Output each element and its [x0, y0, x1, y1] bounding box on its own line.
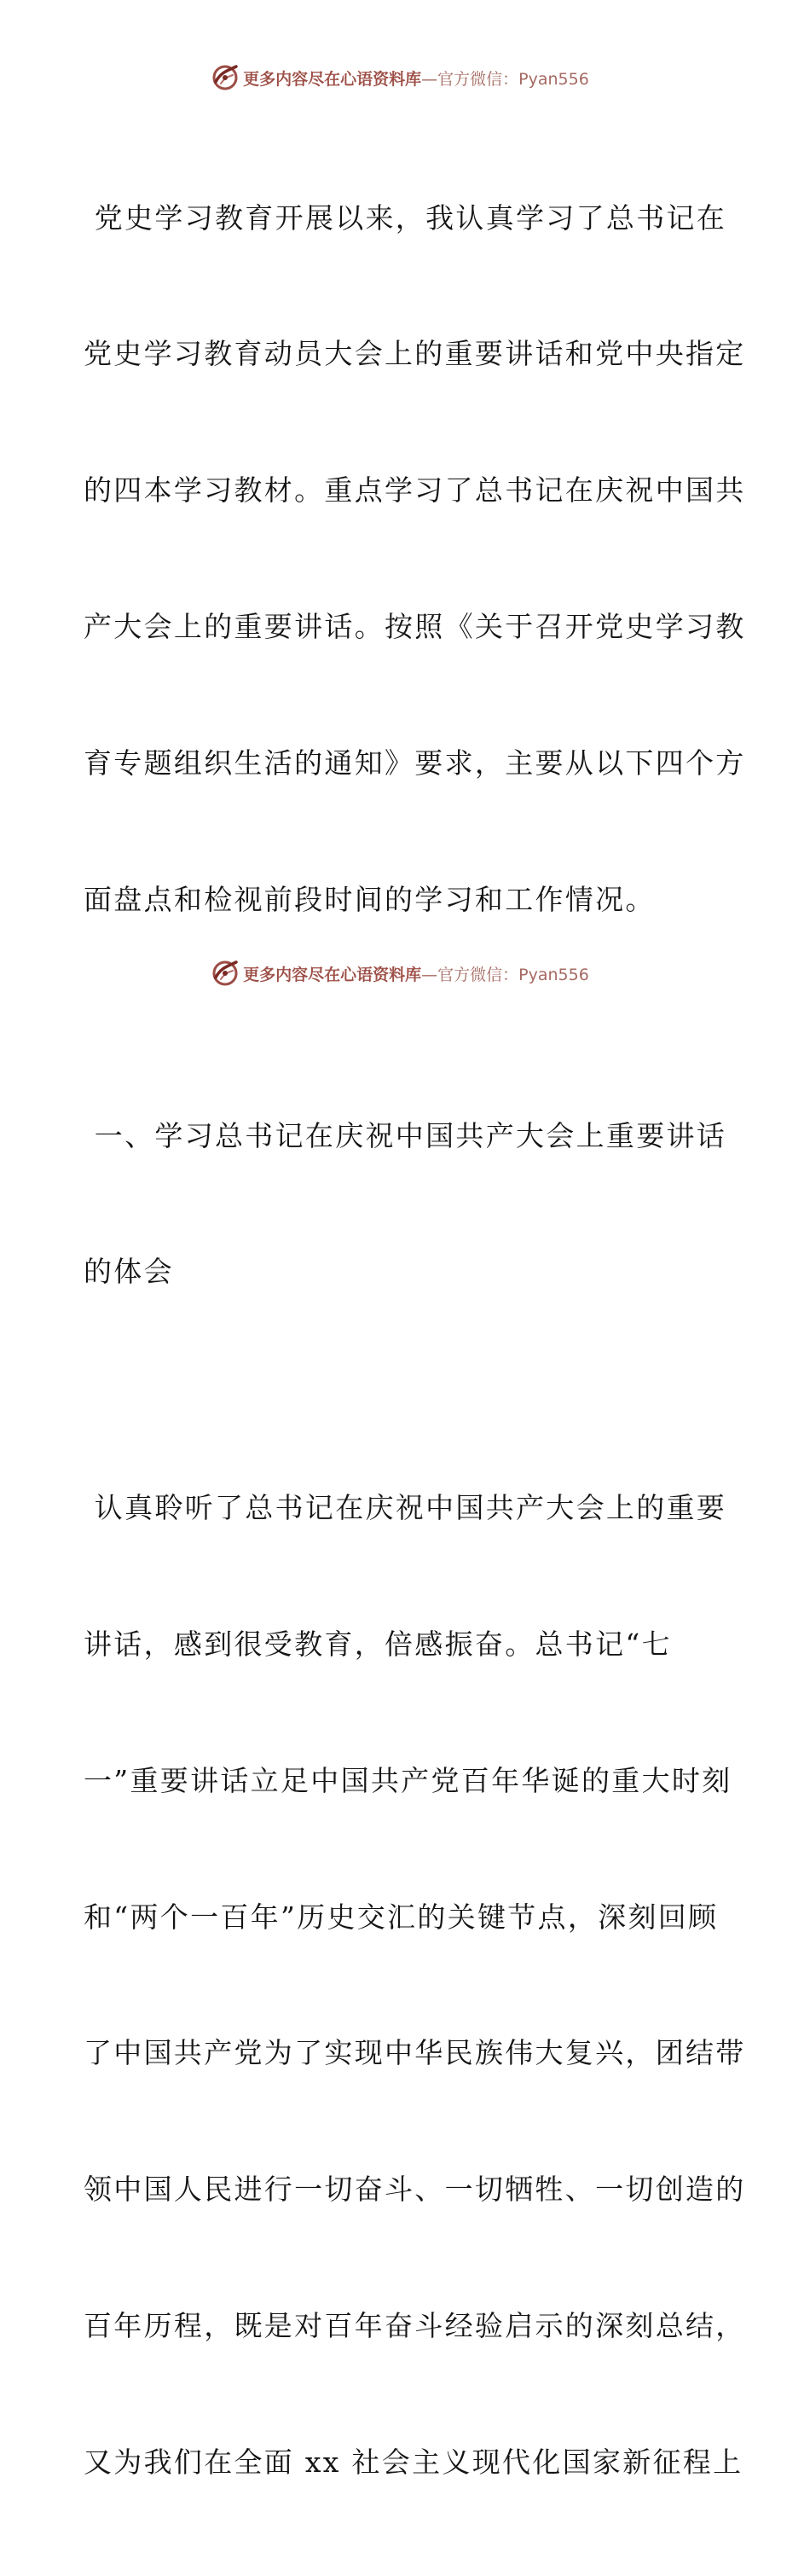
- text-line: 认真聆听了总书记在庆祝中国共产大会上的重要: [84, 1490, 727, 1524]
- paragraph-body: [84, 1394, 746, 2576]
- text-line: 一”重要讲话立足中国共产党百年华诞的重大时刻: [84, 1763, 732, 1797]
- banner-text: [243, 67, 589, 90]
- text-line: 党史学习教育开展以来，我认真学习了总书记在: [84, 200, 727, 235]
- text-line: 产大会上的重要讲话。按照《关于召开党史学习教: [84, 610, 746, 644]
- text-line: 一、学习总书记在庆祝中国共产大会上重要讲话: [84, 1118, 727, 1152]
- brush-swirl-logo-icon: [211, 63, 240, 92]
- text-line: 的四本学习教材。重点学习了总书记在庆祝中国共: [84, 473, 746, 508]
- banner-dash: —: [421, 965, 438, 984]
- text-line: 育专题组织生活的通知》要求，主要从以下四个方: [84, 746, 746, 780]
- header-banner: [0, 61, 810, 95]
- section-heading: [84, 1022, 732, 1385]
- banner-text: [243, 962, 589, 985]
- text-line: 的体会: [84, 1255, 174, 1289]
- banner-main-text: 更多内容尽在心语资料库: [243, 69, 422, 89]
- text-line: 百年历程，既是对百年奋斗经验启示的深刻总结，: [84, 2309, 746, 2343]
- text-line: 了中国共产党为了实现中华民族伟大复兴，团结带: [84, 2036, 746, 2070]
- brush-swirl-logo-icon: [211, 959, 240, 988]
- footer-banner: [0, 956, 810, 990]
- text-line: 又为我们在全面 xx 社会主义现代化国家新征程上: [84, 2445, 743, 2480]
- banner-dash: —: [421, 69, 438, 89]
- text-line: 领中国人民进行一切奋斗、一切牺牲、一切创造的: [84, 2173, 746, 2207]
- text-line: 和“两个一百年”历史交汇的关键节点，深刻回顾: [84, 1900, 719, 1934]
- text-line: 面盘点和检视前段时间的学习和工作情况。: [84, 883, 656, 917]
- document-body: [84, 104, 746, 2576]
- text-line: 讲话，感到很受教育，倍感振奋。总书记“七: [84, 1627, 672, 1661]
- paragraph-intro: [84, 104, 746, 1013]
- text-line: 党史学习教育动员大会上的重要讲话和党中央指定: [84, 337, 746, 371]
- banner-wechat-text: 官方微信：Pyan556: [437, 965, 589, 984]
- banner-main-text: 更多内容尽在心语资料库: [243, 965, 422, 984]
- banner-wechat-text: 官方微信：Pyan556: [437, 69, 589, 89]
